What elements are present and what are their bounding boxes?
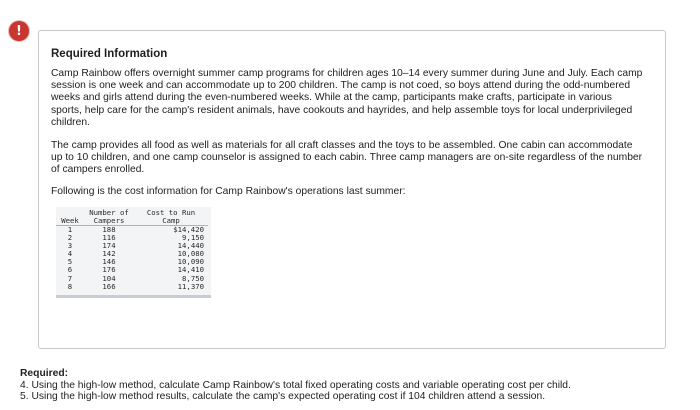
table-row: 8 166 11,370 [67,281,204,291]
required-section [20,368,571,403]
header-campers-line1: Number of [89,207,129,217]
table-row: 5 146 10,090 [67,257,204,267]
table-row: 6 176 14,410 [67,265,204,275]
food-paragraph: The camp provides all food as well as materials for all craft classes and the toys to be assembled. One cabin can accommodate up to 10 children, and one camp counselor is assigned to each cabin. Three camp managers are on-site regardless of the number of campers enrolled. [51,140,643,176]
header-cost-line2: Camp [134,217,208,226]
cost-table [56,209,208,291]
table-row: 4 142 10,080 [67,249,204,259]
table-row: 1 188 $14,420 [67,225,204,235]
header-week: Week [56,217,84,226]
required-information-card [38,30,666,349]
table-row: 2 116 9,150 [67,233,204,243]
card-title: Required Information [51,48,168,60]
header-campers-line2: Campers [84,217,134,226]
alert-icon: ! [9,21,29,41]
required-title: Required: [20,368,69,379]
table-row: 3 174 14,440 [67,241,204,251]
following-paragraph: Following is the cost information for Camp Rainbow's operations last summer: [51,185,406,197]
header-cost-line1: Cost to Run [146,207,196,217]
intro-paragraph: Camp Rainbow offers overnight summer camp programs for children ages 10–14 every summer during June and July. Each camp session is one week and can accommodate up to 200 children. The camp is not coed, so boys attend during the odd-numbered weeks and girls attend during the even-numbered weeks. While at the camp, participants make crafts, participate in various sports, help care for the camp's resident animals, have cookouts and hayrides, and help assemble toys for local underprivileged children. [51,68,643,128]
question-5: 5. Using the high-low method results, calculate the camp's expected operating cost if 104 children attend a session. [20,391,546,403]
question-4: 4. Using the high-low method, calculate Camp Rainbow's total fixed operating costs and variable operating cost per child. [20,379,571,391]
table-row: 7 104 8,750 [67,273,204,283]
cost-table-container [56,207,211,298]
